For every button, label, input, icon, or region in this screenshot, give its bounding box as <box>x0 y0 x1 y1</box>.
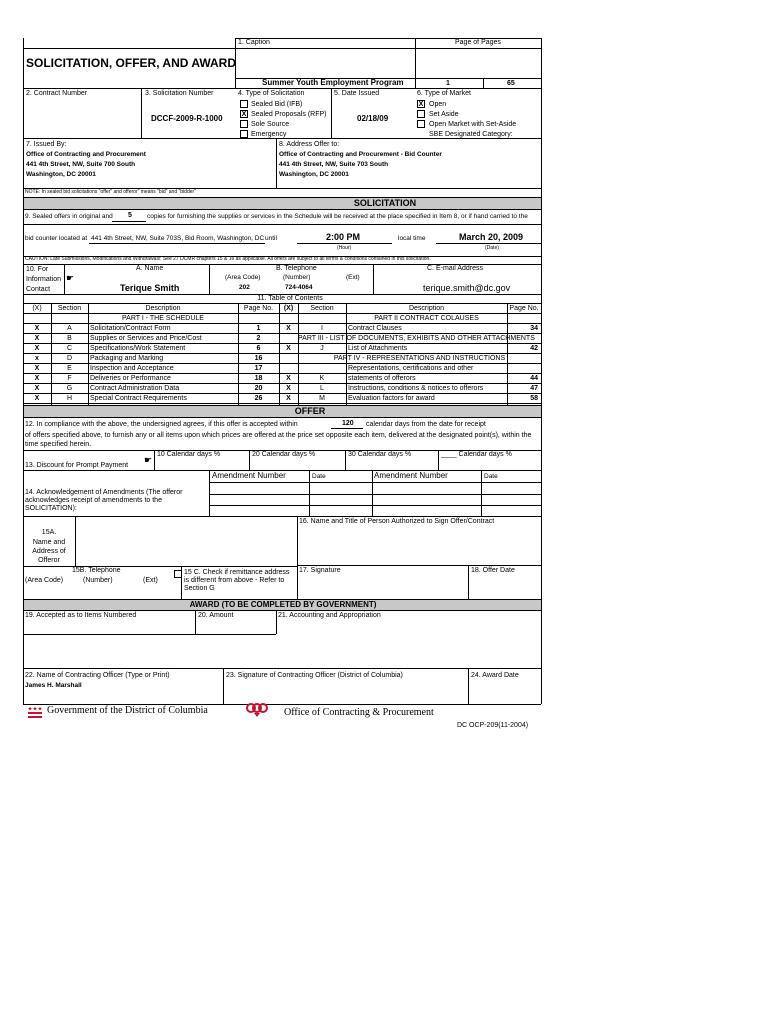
toc-description: Instructions, conditions & notices to offerors <box>348 385 484 392</box>
caution-text: CAUTION: Late Submissions, Modifications and Withdrawals: See 27 DCMR chapters 15 & 16 as applicable. All offers are subject to all terms & conditions contained in this solicitation. <box>25 256 431 262</box>
offeror-label: Offeror <box>38 557 60 564</box>
toc-col-x: (X) <box>283 305 294 312</box>
toc-description: Contract Administration Data <box>90 385 180 392</box>
toc-section: K <box>319 375 325 382</box>
toc-col-page: Page No. <box>243 305 274 312</box>
address-line: 441 4th Street, NW, Suite 703 South <box>279 161 389 168</box>
sealed-offers-text: 9. Sealed offers in original and <box>25 213 113 220</box>
acceptance-days[interactable]: 120 <box>342 420 354 427</box>
address-line: Office of Contracting and Procurement - Bid Counter <box>279 151 442 158</box>
toc-check[interactable]: X <box>286 375 291 382</box>
issued-by-line: Washington, DC 20001 <box>26 171 96 178</box>
offeror-label: Address of <box>32 548 66 555</box>
toc-description: Deliveries or Performance <box>90 375 171 382</box>
copies-count[interactable]: 5 <box>128 212 132 219</box>
award-date-label: 24. Award Date <box>471 672 519 679</box>
type-of-market-label: 6. Type of Market <box>417 90 471 97</box>
offer-heading: OFFER <box>294 406 326 416</box>
sealed-bid-option: Sealed Bid (IFB) <box>251 101 303 108</box>
date-caption: (Date) <box>485 245 499 251</box>
discount-other-days[interactable]: ____ Calendar days % <box>441 451 512 458</box>
accepted-items-label: 19. Accepted as to Items Numbered <box>25 612 137 619</box>
copies-text: copies for furnishing the supplies or services in the Schedule will be received at the place specified in Item 8, or if hand carried to the <box>147 213 528 220</box>
open-option: Open <box>429 101 447 108</box>
toc-section: L <box>320 385 324 392</box>
remittance-checkbox[interactable] <box>174 570 182 578</box>
toc-description: Specifications/Work Statement <box>90 345 186 352</box>
ext-label: (Ext) <box>143 577 158 584</box>
area-code-label: (Area Code) <box>25 577 64 584</box>
amount-label: 20. Amount <box>198 612 234 619</box>
office-name: Office of Contracting & Procurement <box>284 707 434 718</box>
contact-area-code[interactable]: 202 <box>239 284 250 291</box>
caption-label: 1. Caption <box>238 39 270 46</box>
toc-check[interactable]: X <box>286 395 291 402</box>
toc-section: F <box>67 375 72 382</box>
toc-description: Special Contract Requirements <box>90 395 187 402</box>
sole-source-checkbox[interactable] <box>240 120 248 128</box>
toc-page: 18 <box>254 375 263 382</box>
pointing-hand-icon: ☛ <box>66 273 75 283</box>
discount-label: 13. Discount for Prompt Payment <box>25 462 129 469</box>
toc-section: D <box>66 355 73 362</box>
discount-20-days[interactable]: 20 Calendar days % <box>252 451 316 458</box>
discount-10-days[interactable]: 10 Calendar days % <box>157 451 221 458</box>
toc-description: statements of offerors <box>348 375 416 382</box>
remittance-check-label: 15 C. Check if remittance address is different from above - Refer to Section G <box>184 569 290 593</box>
contact-label: 10. For <box>26 266 49 273</box>
bid-counter-label: bid counter located at <box>25 235 88 242</box>
toc-col-section: Section <box>310 305 334 312</box>
toc-section: I <box>321 325 323 332</box>
amendment-number-header: Amendment Number <box>212 471 286 480</box>
issued-by-line: Office of Contracting and Procurement <box>26 151 146 158</box>
toc-col-page: Page No. <box>509 305 539 312</box>
toc-part-heading: PART II CONTRACT COLAUSES <box>374 315 479 322</box>
contact-label: Contact <box>26 286 51 293</box>
date-issued[interactable]: 02/18/09 <box>357 114 389 123</box>
toc-page: 1 <box>256 325 261 332</box>
submission-date[interactable]: March 20, 2009 <box>459 232 524 242</box>
toc-check[interactable]: X <box>34 325 40 332</box>
toc-part-heading: PART IV - REPRESENTATIONS AND INSTRUCTIONS <box>333 355 506 362</box>
offer-date-label: 18. Offer Date <box>471 567 515 574</box>
sole-source-option: Sole Source <box>251 121 290 128</box>
emergency-option: Emergency <box>251 131 287 138</box>
total-pages: 65 <box>507 80 515 87</box>
toc-page: 47 <box>530 385 538 392</box>
contact-label: Information <box>26 276 62 283</box>
toc-part-heading: PART III - LIST OF DOCUMENTS, EXHIBITS AND OTHER ATTACHMENTS <box>298 335 535 342</box>
contracting-officer-name[interactable]: James H. Marshall <box>25 682 82 689</box>
page-of-pages-label: Page of Pages <box>455 39 501 46</box>
toc-section: M <box>319 395 325 402</box>
offeror-telephone-label: 15B. Telephone <box>72 567 121 574</box>
toc-section: A <box>67 325 72 332</box>
number-label: (Number) <box>83 577 113 584</box>
discount-30-days[interactable]: 30 Calendar days % <box>348 451 412 458</box>
local-time-label: local time <box>398 235 426 242</box>
toc-description: Inspection and Acceptance <box>90 365 174 372</box>
toc-check[interactable]: X <box>286 325 291 332</box>
open-market-checkbox[interactable]: X <box>418 101 424 108</box>
note-text: NOTE: In sealed bid solicitations "offer" and offeror" means "bid" and "bidder" <box>25 189 196 195</box>
government-name: Government of the District of Columbia <box>47 705 208 716</box>
hour-caption: (Hour) <box>337 245 352 251</box>
toc-page: 26 <box>254 395 263 402</box>
emergency-checkbox[interactable] <box>240 130 248 138</box>
sealed-bid-checkbox[interactable] <box>240 100 248 108</box>
sbe-category-option: SBE Designated Category: <box>429 131 513 138</box>
toc-page: 34 <box>530 325 538 332</box>
toc-section: E <box>67 365 72 372</box>
toc-page: 44 <box>530 375 538 382</box>
toc-description: Packaging and Marking <box>90 355 164 362</box>
open-market-set-aside-option: Open Market with Set-Aside <box>429 121 517 128</box>
accounting-label: 21. Accounting and Appropriation <box>278 612 381 619</box>
toc-section: C <box>66 345 73 352</box>
number-label: (Number) <box>283 274 311 281</box>
ext-label: (Ext) <box>346 274 360 281</box>
offeror-label: Name and <box>32 539 66 546</box>
set-aside-checkbox[interactable] <box>417 110 425 118</box>
signature-label: 17. Signature <box>299 567 341 574</box>
solicitation-number-label: 3. Solicitation Number <box>145 90 214 97</box>
toc-description: Representations, certifications and other <box>348 365 474 372</box>
toc-part-heading: PART I - THE SCHEDULE <box>122 315 204 322</box>
sealed-proposals-checkbox[interactable]: X <box>241 111 247 118</box>
toc-description: List of Attachments <box>348 345 408 352</box>
offer-text: of offers specified above, to furnish any or all items upon which prices are offered at the price set opposite each item, delivered at the designated point(s), within the <box>25 432 532 439</box>
toc-page: 17 <box>254 365 263 372</box>
page-number: 1 <box>446 80 450 87</box>
submission-hour[interactable]: 2:00 PM <box>326 232 361 242</box>
set-aside-option: Set Aside <box>429 111 459 118</box>
award-heading: AWARD (TO BE COMPLETED BY GOVERNMENT) <box>189 600 377 609</box>
toc-check[interactable]: X <box>34 345 40 352</box>
date-issued-label: 5. Date Issued <box>334 90 380 97</box>
toc-check[interactable]: X <box>34 395 40 402</box>
toc-description: Evaluation factors for award <box>348 395 435 402</box>
telephone-label: B. Telephone <box>276 265 317 272</box>
toc-col-x: (X) <box>32 305 42 312</box>
until-label: until <box>265 235 277 242</box>
caption-value: Summer Youth Employment Program <box>262 78 404 87</box>
amendment-date-header: Date <box>312 473 326 480</box>
acknowledgement-label: 14. Acknowledgement of Amendments (The offeror acknowledges receipt of amendments to the SOLICITATION): <box>25 489 183 513</box>
toc-col-description: Description <box>145 305 181 312</box>
bid-counter-location[interactable]: 441 4th Street, NW, Suite 703S, Bid Room, Washington, DC <box>91 235 265 242</box>
toc-col-section: Section <box>57 305 82 312</box>
name-title-label: 16. Name and Title of Person Authorized to Sign Offer/Contract <box>299 518 495 525</box>
toc-description: Supplies or Services and Price/Cost <box>90 335 202 342</box>
offeror-label: 15A. <box>41 529 57 536</box>
offer-text: time specified herein. <box>25 441 92 448</box>
solicitation-number[interactable]: DCCF-2009-R-1000 <box>151 114 223 123</box>
type-of-solicitation-label: 4. Type of Solicitation <box>238 90 305 97</box>
solicitation-heading: SOLICITATION <box>353 198 417 208</box>
toc-col-description: Description <box>408 305 444 312</box>
sealed-proposals-option: Sealed Proposals (RFP) <box>251 111 327 118</box>
issued-by-line: 441 4th Street, NW, Suite 700 South <box>26 161 136 168</box>
amendment-date-header: Date <box>484 473 498 480</box>
amendment-number-header: Amendment Number <box>374 471 448 480</box>
toc-section: H <box>66 395 73 402</box>
toc-page: 20 <box>254 385 263 392</box>
address-offer-label: 8. Address Offer to: <box>279 141 340 148</box>
officer-signature-label: 23. Signature of Contracting Officer (District of Columbia) <box>226 672 403 679</box>
toc-check[interactable]: X <box>34 365 40 372</box>
dc-flag-icon <box>28 706 42 722</box>
toc-page: 16 <box>254 355 263 362</box>
toc-section: G <box>66 385 73 392</box>
offer-text: calendar days from the date for receipt <box>366 421 486 428</box>
contact-name-label: A. Name <box>136 265 164 272</box>
contact-name[interactable]: Terique Smith <box>120 283 180 293</box>
toc-check[interactable]: X <box>34 375 40 382</box>
toc-check[interactable]: X <box>34 385 40 392</box>
toc-section: B <box>67 335 72 342</box>
offer-text: 12. In compliance with the above, the undersigned agrees, if this offer is accepted within <box>25 421 298 428</box>
open-market-set-aside-checkbox[interactable] <box>417 120 425 128</box>
toc-section: J <box>320 345 324 352</box>
contracting-officer-label: 22. Name of Contracting Officer (Type or Print) <box>25 672 170 679</box>
email-label: C. E-mail Address <box>427 265 484 272</box>
toc-check[interactable]: X <box>286 345 291 352</box>
contract-number-label: 2. Contract Number <box>26 90 88 97</box>
toc-page: 42 <box>530 345 538 352</box>
form-id: DC OCP-209(11-2004) <box>457 722 529 729</box>
toc-page: 58 <box>530 395 538 402</box>
toc-description: Contract Clauses <box>348 325 402 332</box>
pointing-hand-icon: ☛ <box>144 455 153 465</box>
contact-number[interactable]: 724-4064 <box>285 284 313 291</box>
toc-heading: 11. Table of Contents <box>257 295 323 302</box>
form-title: SOLICITATION, OFFER, AND AWARD <box>26 56 236 70</box>
address-line: Washington, DC 20001 <box>279 171 349 178</box>
toc-check[interactable]: X <box>34 335 40 342</box>
issued-by-label: 7. Issued By: <box>26 141 67 148</box>
area-code-label: (Area Code) <box>225 274 261 281</box>
toc-page: 2 <box>256 335 261 342</box>
toc-check[interactable]: x <box>35 355 39 362</box>
toc-check[interactable]: X <box>286 385 291 392</box>
ocp-logo-icon <box>246 703 268 721</box>
contact-email[interactable]: terique.smith@dc.gov <box>423 283 511 293</box>
toc-page: 6 <box>256 345 261 352</box>
toc-description: Solicitation/Contract Form <box>90 325 171 332</box>
